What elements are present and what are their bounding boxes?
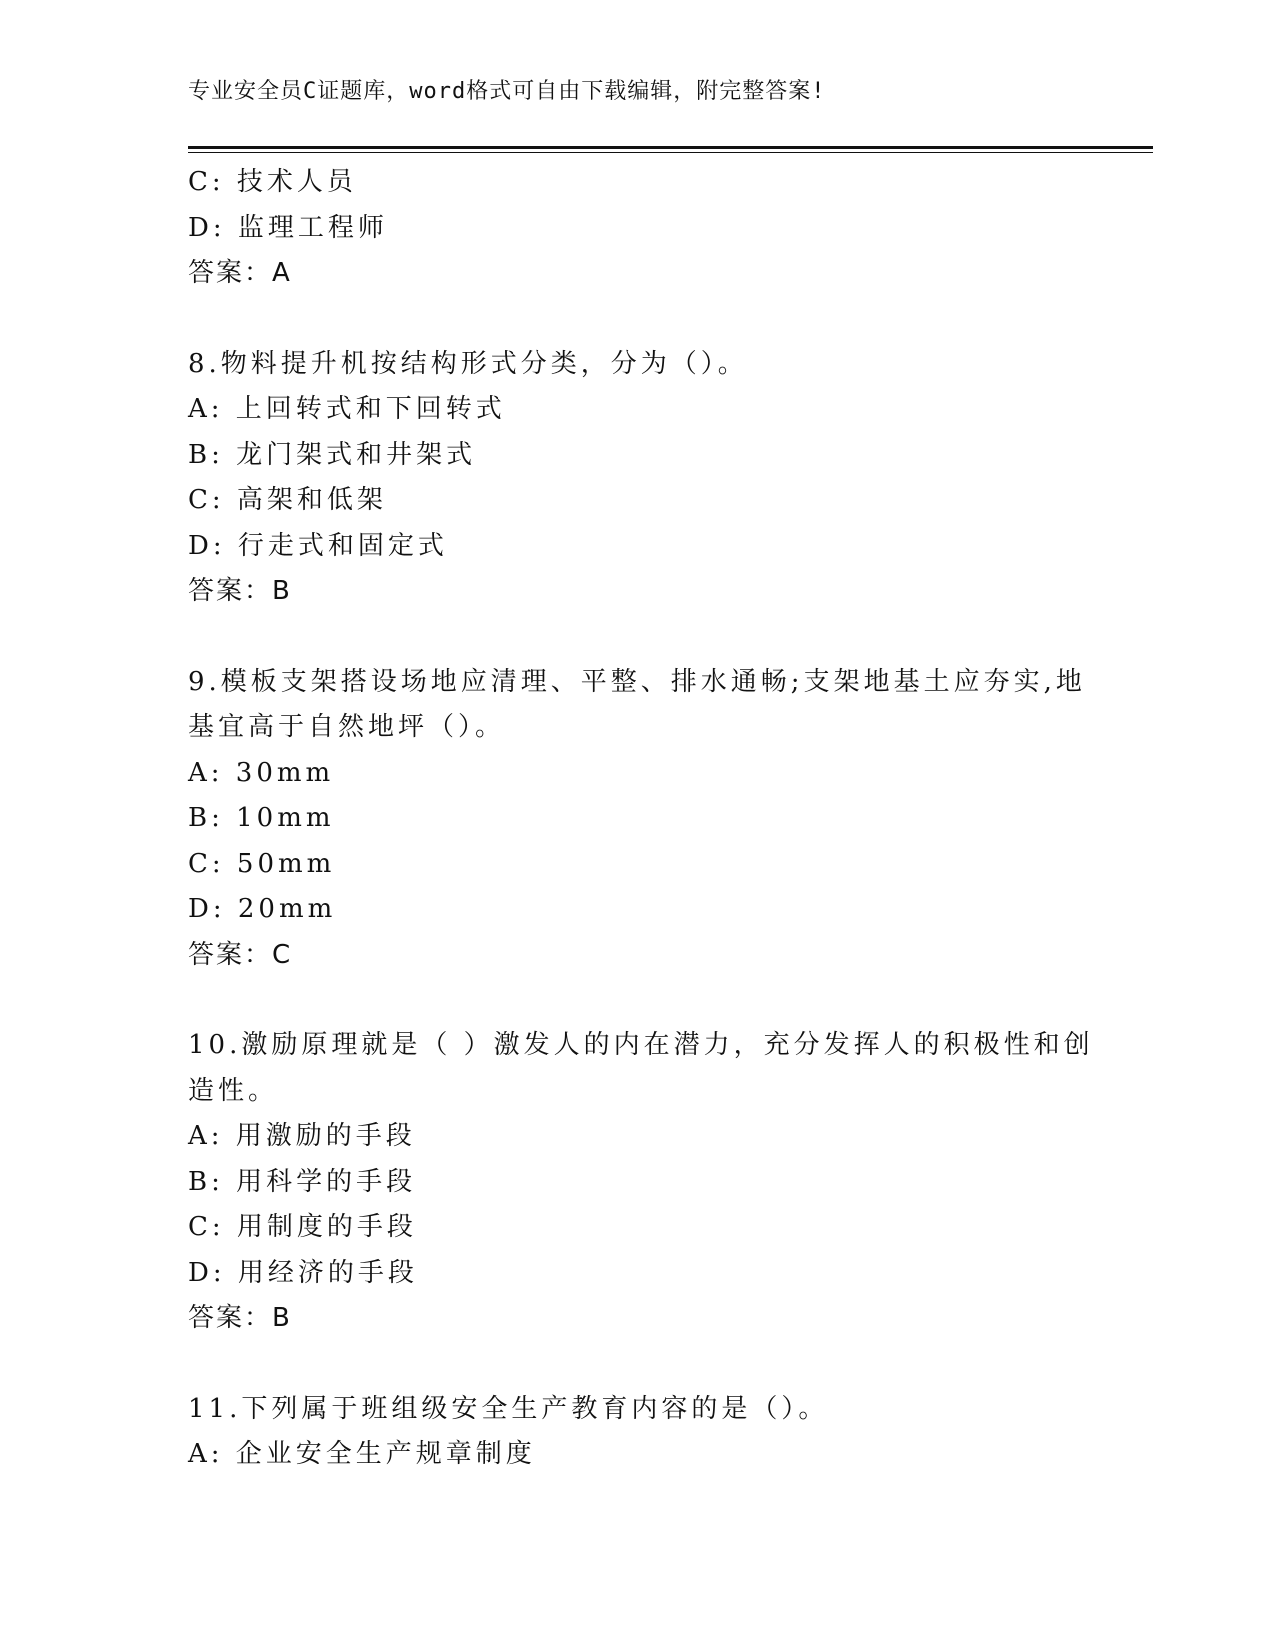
answer: 答案：B <box>188 1303 292 1333</box>
header-rule-thick <box>188 146 1153 149</box>
option-c: C: 技术人员 <box>188 167 357 197</box>
question-text-line-1: 10.激励原理就是（ ）激发人的内在潜力，充分发挥人的积极性和创 <box>188 1030 1094 1060</box>
option-a: A: 用激励的手段 <box>188 1121 416 1151</box>
spacer <box>188 1342 1068 1387</box>
option-d: D: 用经济的手段 <box>188 1257 418 1288</box>
spacer <box>188 297 1068 342</box>
question-text-line-2: 基宜高于自然地坪（）。 <box>188 712 506 742</box>
option-b: B: 10mm <box>188 803 335 833</box>
option-d: D: 行走式和固定式 <box>188 530 448 561</box>
option-d: D: 监理工程师 <box>188 212 388 243</box>
question-10 <box>188 1023 1094 1342</box>
header-rule-thin <box>188 152 1153 153</box>
question-list <box>188 160 1094 1478</box>
option-c: C: 高架和低架 <box>188 485 387 515</box>
question-11 <box>188 1387 1068 1478</box>
option-c: C: 50mm <box>188 848 336 879</box>
question-8 <box>188 342 1068 615</box>
option-a: A: 上回转式和下回转式 <box>188 394 506 424</box>
question-7-continued <box>188 160 1068 297</box>
option-a: A: 30mm <box>188 757 335 788</box>
option-b: B: 用科学的手段 <box>188 1166 417 1197</box>
option-b: B: 龙门架式和井架式 <box>188 439 477 470</box>
spacer <box>188 978 1068 1023</box>
question-text-line-1: 9.模板支架搭设场地应清理、平整、排水通畅;支架地基土应夯实,地 <box>188 666 1086 697</box>
answer: 答案：C <box>188 939 293 970</box>
answer: 答案：B <box>188 576 292 606</box>
answer: 答案：A <box>188 258 292 288</box>
question-text-line-2: 造性。 <box>188 1075 279 1106</box>
spacer <box>188 615 1068 660</box>
option-c: C: 用制度的手段 <box>188 1212 417 1242</box>
question-9 <box>188 660 1086 979</box>
question-text: 11.下列属于班组级安全生产教育内容的是（）。 <box>188 1393 829 1424</box>
option-a: A: 企业安全生产规章制度 <box>188 1439 536 1469</box>
question-text: 8.物料提升机按结构形式分类，分为（）。 <box>188 348 748 379</box>
option-d: D: 20mm <box>188 894 337 924</box>
page-header: 专业安全员C证题库，word格式可自由下载编辑，附完整答案! <box>188 79 826 104</box>
